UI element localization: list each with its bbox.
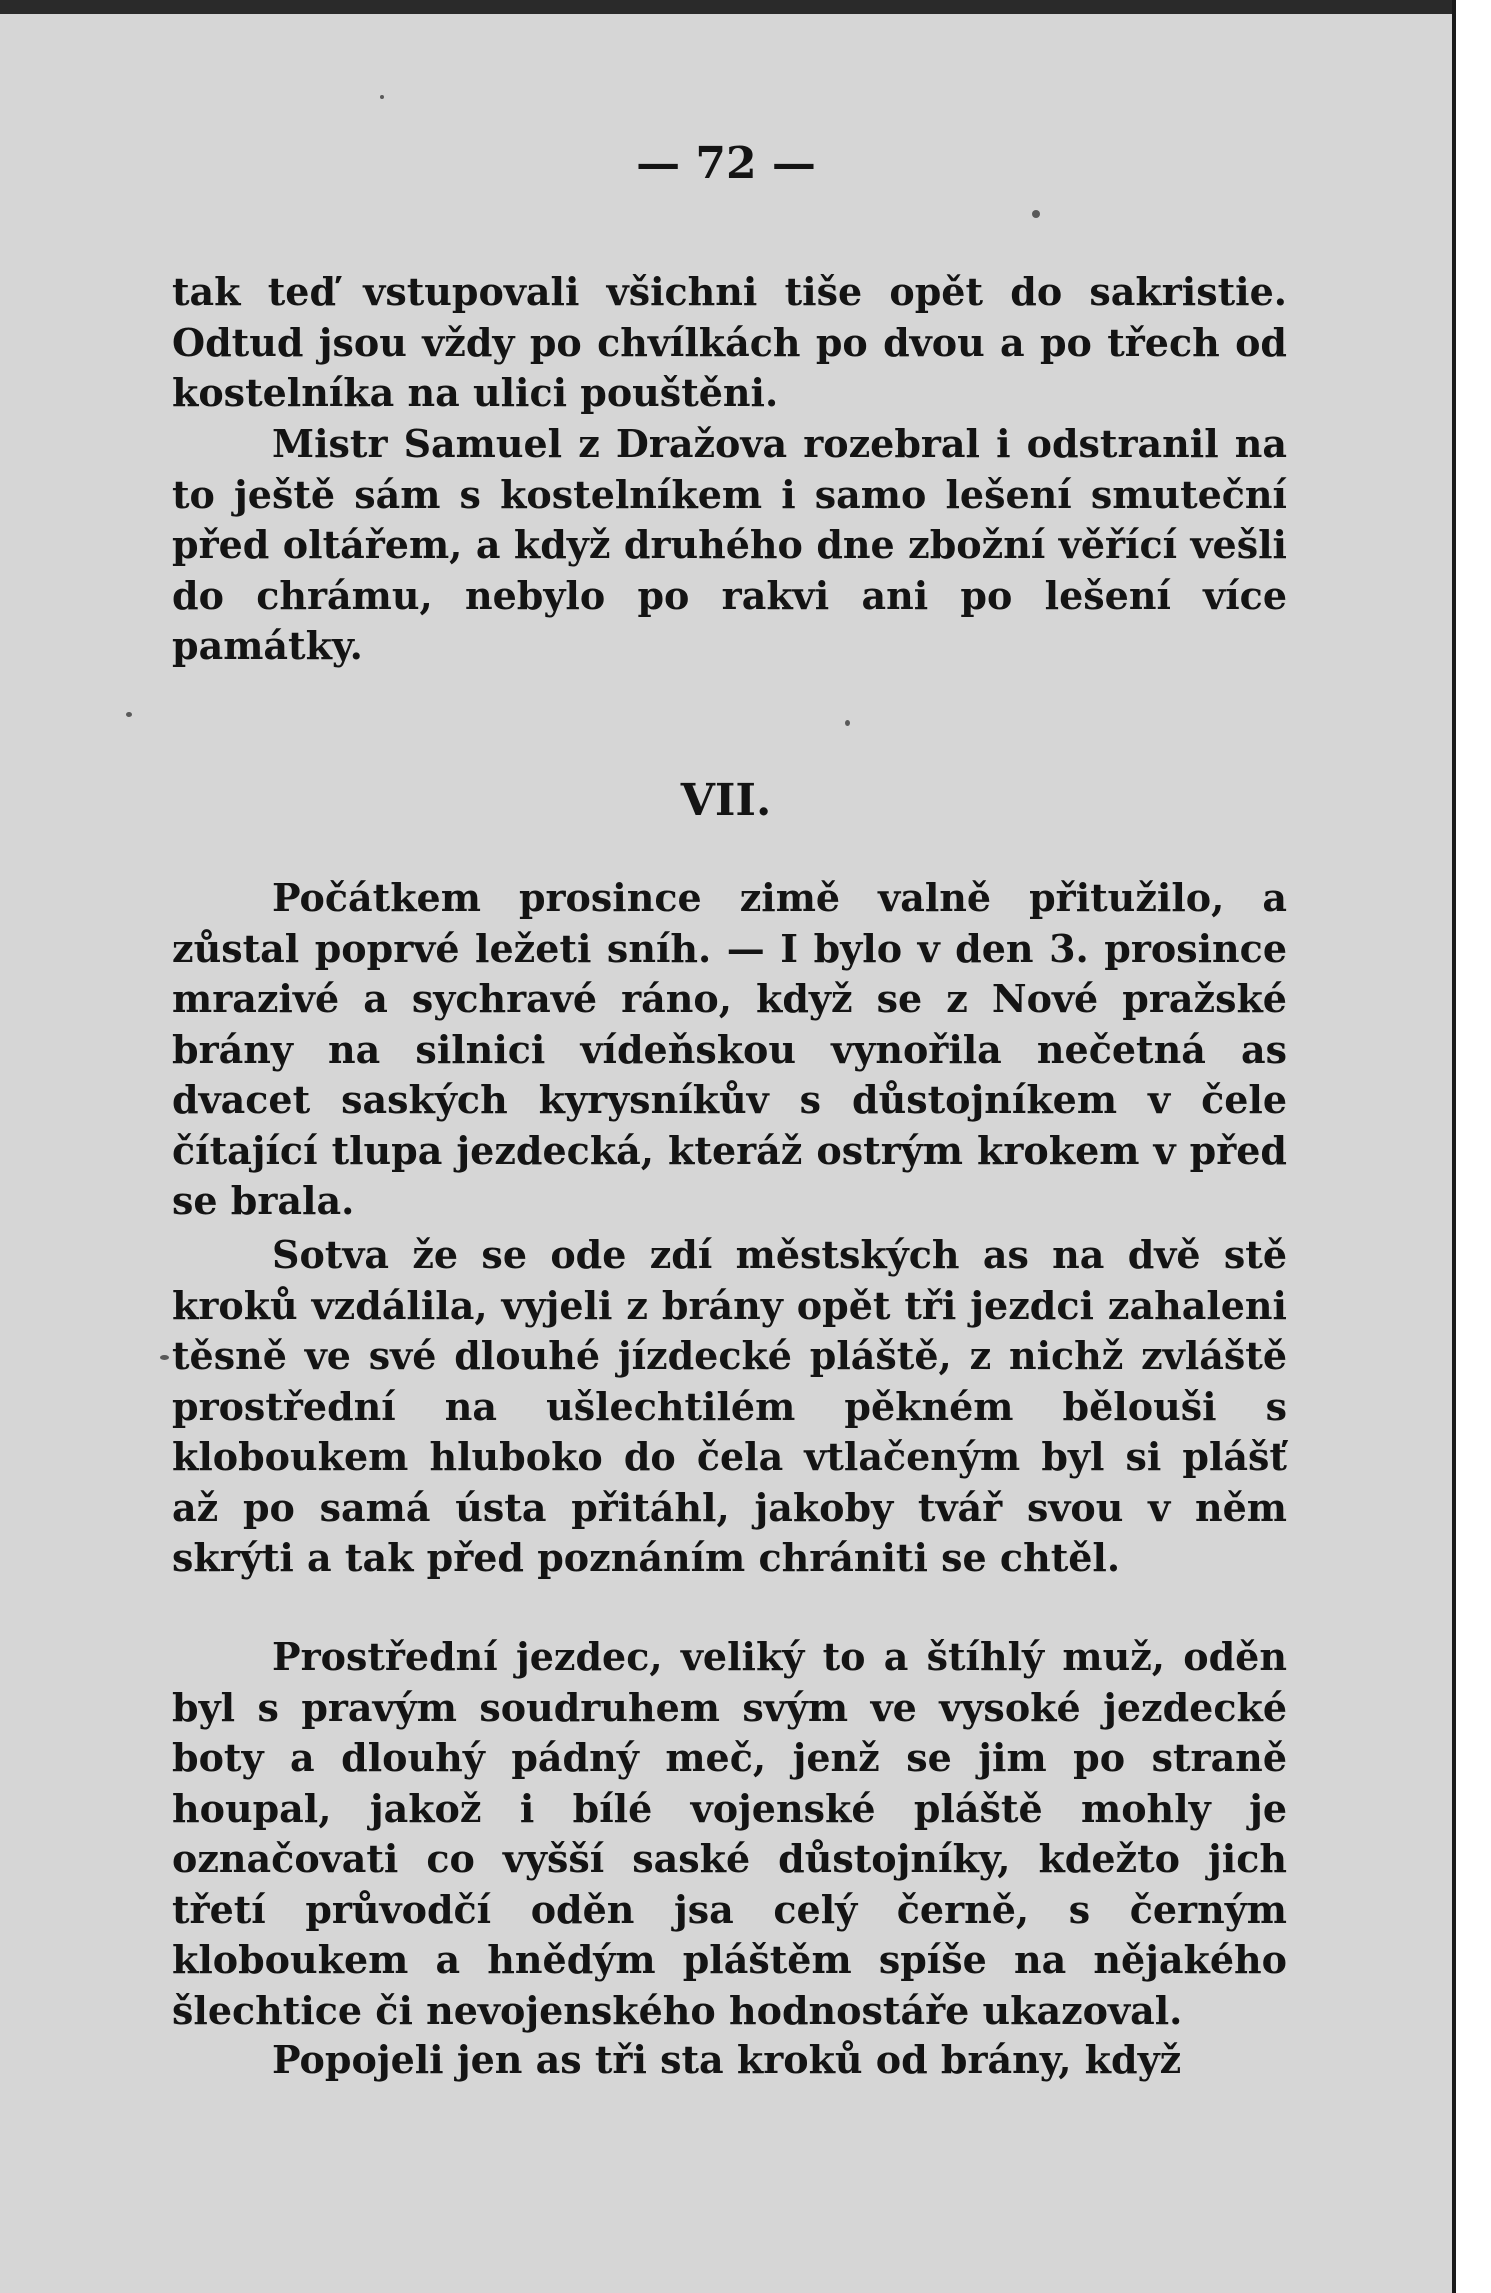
paragraph: tak teď vstupovali všichni tiše opět do sakristie. Odtud jsou vždy po chvílkách po dvou a po třech od kostelníka na ulici pouštěni.: [172, 269, 1287, 415]
page-edge-line: [1452, 0, 1456, 2293]
paragraph: Prostřední jezdec, veliký to a štíhlý muž, oděn byl s pravým soudruhem svým ve vysoké jezdecké boty a dlouhý pádný meč, jenž se jim po straně houpal, jakož i bílé vojenské pláště mohly je označovati co vyšší saské důstojníky, kdežto jich třetí průvodčí oděn jsa celý černě, s černým kloboukem a hnědým pláštěm spíše na nějakého šlechtice či nevojenského hodnostáře ukazoval.: [172, 1634, 1287, 2033]
paragraph: Popojeli jen as tři sta kroků od brány, když: [272, 2037, 1182, 2082]
paper-speck: [845, 720, 850, 726]
page-number: — 72 —: [636, 138, 816, 189]
paper-speck: [380, 95, 384, 99]
paragraph: Sotva že se ode zdí městských as na dvě stě kroků vzdálila, vyjeli z brány opět tři jezdci zahaleni těsně ve své dlouhé jízdecké pláště, z nichž zvláště prostřední na ušlechtilém pěkném bělouši s kloboukem hluboko do čela vtlačeným byl si plášť až po samá ústa přitáhl, jakoby tvář svou v něm skrýti a tak před poznáním chrániti se chtěl.: [172, 1232, 1287, 1580]
scan-top-border: [0, 0, 1452, 14]
paragraph: Mistr Samuel z Dražova rozebral i odstranil na to ještě sám s kostelníkem i samo lešení smuteční před oltářem, a když druhého dne zbožní věřící vešli do chrámu, nebylo po rakvi ani po lešení více památky.: [172, 421, 1287, 668]
paragraph: Počátkem prosince zimě valně přitužilo, a zůstal poprvé ležeti sníh. — I bylo v den 3. prosince mrazivé a sychravé ráno, když se z Nové pražské brány na silnici vídeňskou vynořila nečetná as dvacet saských kyrysníkův s důstojníkem v čele čítající tlupa jezdecká, kteráž ostrým krokem v před se brala.: [172, 875, 1287, 1223]
paper-speck: [1032, 210, 1040, 218]
paper-speck: [160, 1355, 169, 1360]
scan-margin: [1452, 0, 1491, 2293]
chapter-heading: VII.: [680, 775, 772, 826]
paper-speck: [126, 712, 132, 717]
